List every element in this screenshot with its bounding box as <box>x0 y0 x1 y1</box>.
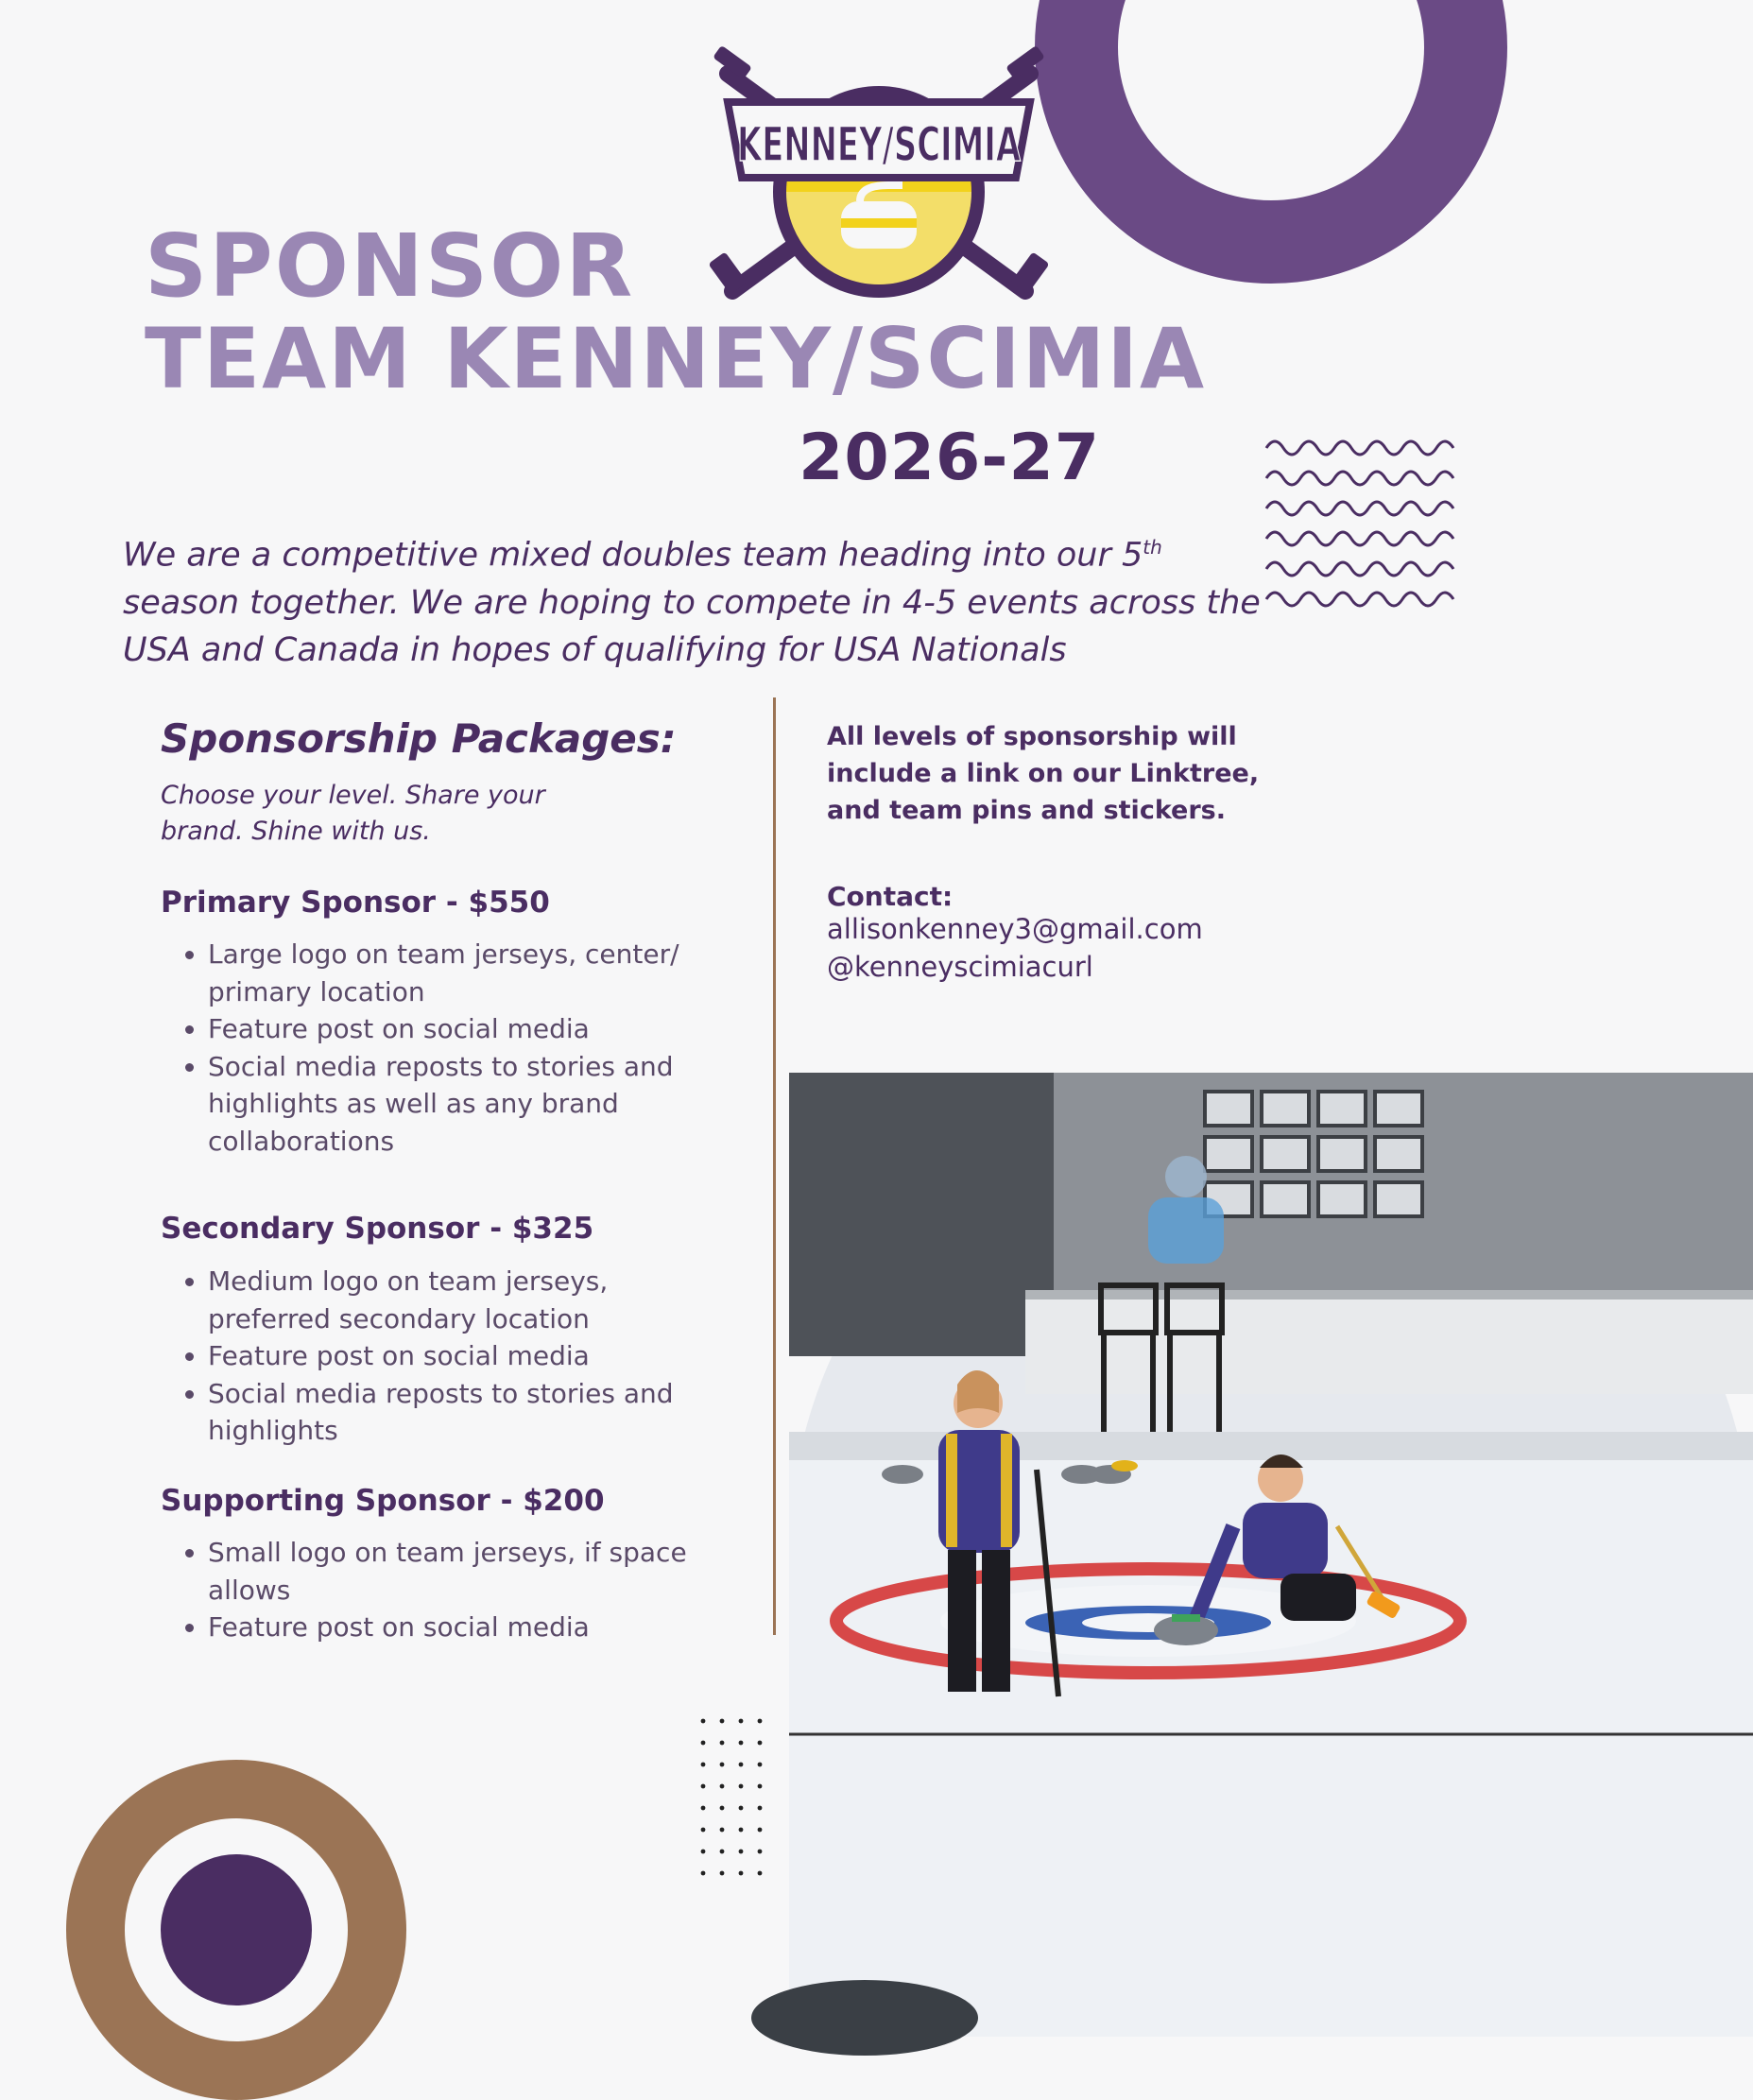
decorative-dot-grid <box>699 1717 765 1878</box>
tier-heading-secondary: Secondary Sponsor - $325 <box>161 1212 594 1246</box>
curling-photo <box>789 1073 1753 2037</box>
list-item: • Medium logo on team jerseys, preferred secondary location <box>208 1263 737 1337</box>
list-item: • Social media reposts to stories and highlights <box>208 1375 737 1450</box>
title-line-2: TEAM KENNEY/SCIMIA <box>145 310 1207 407</box>
all-levels-note: All levels of sponsorship will include a link on our Linktree, and team pins and stickers. <box>827 722 1260 825</box>
packages-tagline: Choose your level. Share your brand. Shine with us. <box>161 781 545 846</box>
intro-paragraph: We are a competitive mixed doubles team heading into our 5th season together. We are hoping to compete in 4-5 events across the USA and Canada in hopes of qualifying for USA Nationals <box>123 536 1261 669</box>
decorative-waves <box>1264 435 1463 624</box>
list-item: • Large logo on team jerseys, center/ primary location <box>208 936 737 1010</box>
tier-list-primary <box>161 936 737 1160</box>
packages-heading: Sponsorship Packages: <box>161 715 677 762</box>
list-item: • Small logo on team jerseys, if space allows <box>208 1534 737 1609</box>
logo-text: KENNEY/SCIMIA <box>737 117 1022 172</box>
tier-list-secondary <box>161 1263 737 1450</box>
column-divider <box>773 697 776 1635</box>
tier-heading-primary: Primary Sponsor - $550 <box>161 886 550 920</box>
list-item: • Feature post on social media <box>208 1010 737 1048</box>
season-year: 2026-27 <box>799 421 1101 495</box>
decorative-circle-bottom <box>161 1854 312 2005</box>
tier-list-supporting <box>161 1534 737 1646</box>
decorative-ring-top <box>1035 0 1507 284</box>
title-line-1: SPONSOR <box>145 215 635 317</box>
list-item: • Feature post on social media <box>208 1609 737 1646</box>
contact-social-handle[interactable]: @kenneyscimiacurl <box>827 951 1093 983</box>
list-item: • Social media reposts to stories and highlights as well as any brand collaborations <box>208 1048 737 1161</box>
team-logo <box>699 36 1058 301</box>
contact-email[interactable]: allisonkenney3@gmail.com <box>827 913 1203 945</box>
list-item: • Feature post on social media <box>208 1337 737 1375</box>
contact-label: Contact: <box>827 881 954 912</box>
tier-heading-supporting: Supporting Sponsor - $200 <box>161 1484 605 1518</box>
